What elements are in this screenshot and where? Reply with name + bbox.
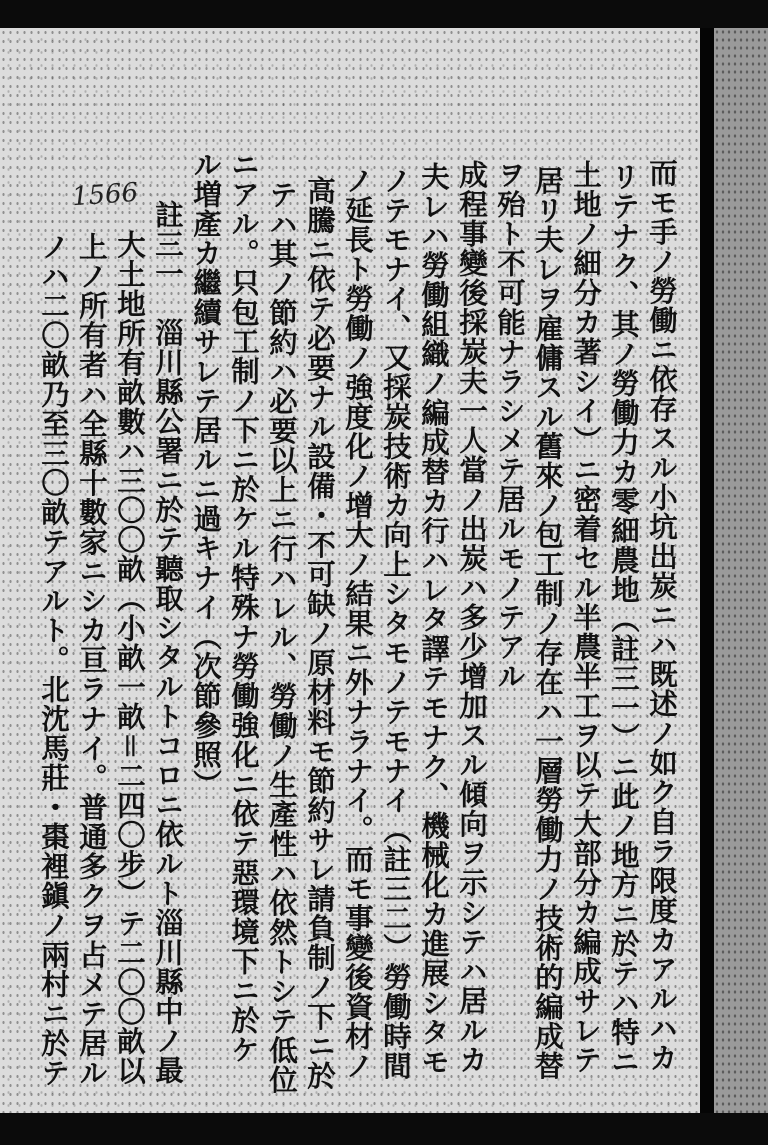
footnote-column-2: 上ノ所有者ハ全縣十數家ニシカ亘ラナイ。普通多クヲ占メテ居ル	[75, 232, 108, 1088]
text-column-9: ノ延長ト勞働ノ強度化ノ增大ノ結果ニ外ナラナイ。而モ事變後資材ノ	[341, 166, 374, 1081]
text-column-12: ニアル。只包工制ノ下ニ於ケル特殊ナ勞働強化ニ依テ惡環境下ニ於ケ	[227, 150, 260, 1065]
text-column-5: ヲ殆ト不可能ナラシメテ居ルモノテアル	[493, 160, 526, 691]
text-column-3: 土地ノ細分カ著シイ）ニ密着セル半農半工ヲ以テ大部分カ編成サレテ	[569, 160, 602, 1075]
text-column-7: 夫レハ勞働組織ノ編成替カ行ハレタ譯テモナク、機械化カ進展シタモ	[417, 162, 450, 1077]
text-column-13: ル増產カ繼續サレテ居ルニ過キナイ（次節參照）	[189, 150, 222, 799]
text-column-10: 高騰ニ依テ必要ナル設備・不可缺ノ原材料モ節約サレ請負制ノ下ニ於	[303, 176, 336, 1091]
footnote-column-1: 大土地所有畝數ハ三〇〇畝（小畝一畝＝二四〇步）テ二〇〇畝以	[113, 230, 146, 1086]
text-column-1: 而モ手ノ勞働ニ依存スル小坑出炭ニハ既述ノ如ク自ラ限度カアルハカ	[645, 158, 678, 1073]
footnote-heading-column	[148, 150, 186, 1085]
text-column-6: 成程事變後採炭夫一人當ノ出炭ハ多少增加スル傾向ヲ示シテハ居ルカ	[455, 160, 488, 1075]
book-fold	[700, 28, 714, 1113]
text-column-4: 居リ夫レヲ雇傭スル舊來ノ包工制ノ存在ハ一層勞働力ノ技術的編成替	[531, 166, 564, 1081]
adjacent-page	[714, 28, 768, 1113]
text-column-8: ノテモナイ、又採炭技術カ向上シタモノテモナイ（註三二）勞働時間	[379, 166, 412, 1081]
footnote-column-3: ノハ二〇畝乃至三〇畝テアルト。北沈馬莊・棗裡鎭ノ兩村ニ於テ	[37, 232, 70, 1088]
footnote-text: 淄川縣公署ニ於テ聽取シタルトコロニ依ルト淄川縣中ノ最	[151, 318, 184, 1085]
text-column-2: リテナク、其ノ勞働力カ零細農地（註三一）ニ此ノ地方ニ於テハ特ニ	[607, 162, 640, 1077]
footnote-label: 註三一	[151, 200, 184, 289]
text-column-11: テハ其ノ節約ハ必要以上ニ行ハレル、勞働ノ生產性ハ依然トシテ低位	[265, 180, 298, 1095]
page-number: 1566	[71, 177, 140, 213]
vertical-text-block	[37, 150, 680, 1095]
